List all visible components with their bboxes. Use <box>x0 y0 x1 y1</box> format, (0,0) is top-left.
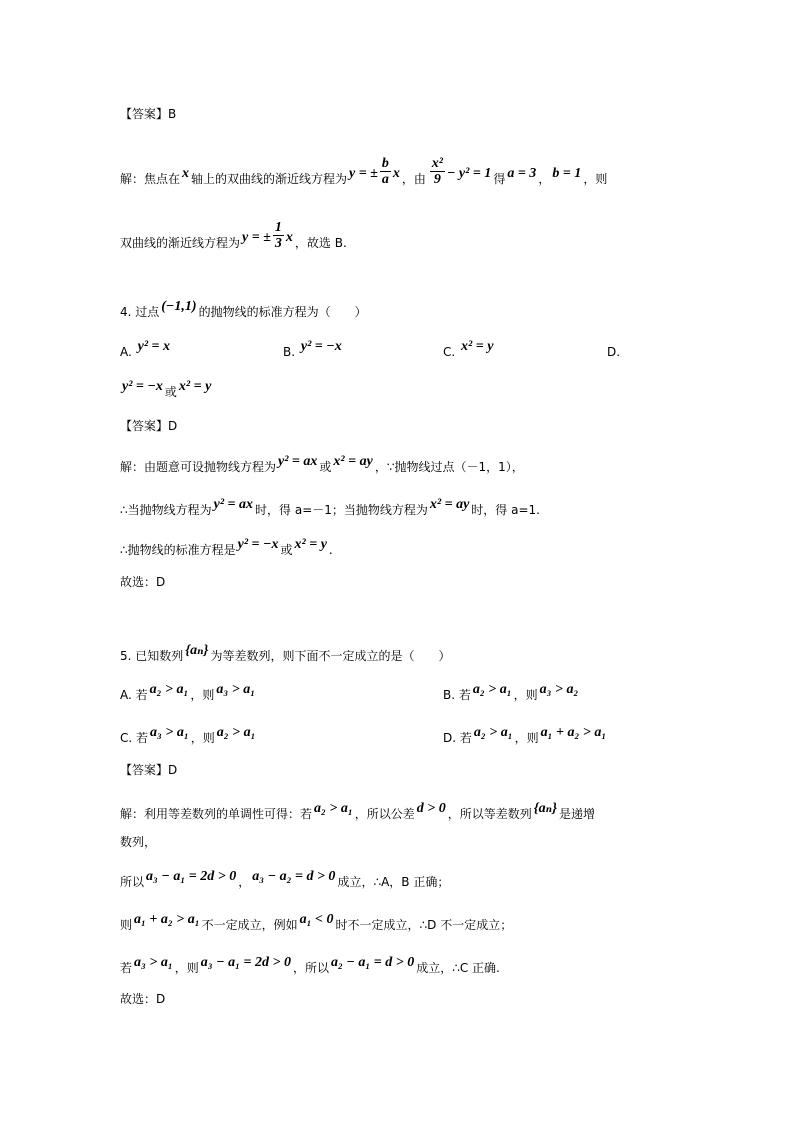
text-run: 所以 <box>120 875 145 889</box>
text-run: ，∵抛物线过点（－1，1）， <box>374 460 524 474</box>
math-expression: a = 3 <box>507 166 537 181</box>
text-run: 时不一定成立，∴D 不一定成立； <box>335 918 513 932</box>
option-item <box>443 682 580 706</box>
text-line <box>120 869 450 893</box>
text-run: 故选：D <box>120 992 166 1006</box>
text-run: A. 若 <box>120 688 148 702</box>
math-expression: x² = ay <box>333 454 373 469</box>
text-line <box>120 299 367 323</box>
text-run: 解：由题意可设抛物线方程为 <box>120 460 277 474</box>
text-run: 或 <box>319 460 332 474</box>
math-expression: a₂ > a₁ <box>473 725 513 740</box>
text-run: ，故选 B. <box>294 236 347 250</box>
text-run: ，所以公差 <box>354 807 415 821</box>
option-item <box>443 725 608 749</box>
text-line <box>120 989 165 1009</box>
math-expression: a₂ − a₁ = d > 0 <box>331 955 415 970</box>
text-run: 的抛物线的标准方程为（ ） <box>198 305 367 319</box>
text-line <box>120 537 333 561</box>
math-expression: a₂ > a₁ <box>149 682 189 697</box>
text-line <box>120 801 595 825</box>
text-run: ，所以等差数列 <box>447 807 532 821</box>
text-line <box>120 572 165 592</box>
math-expression: y² = ax <box>213 497 254 512</box>
text-run: 【答案】D <box>120 763 178 777</box>
text-run: 数列， <box>120 835 157 849</box>
text-run: B. 若 <box>443 688 471 702</box>
text-run: 成立，∴A，B 正确； <box>337 875 450 889</box>
text-run: . <box>328 543 333 557</box>
text-run: B. <box>283 345 299 359</box>
text-run: D. 若 <box>443 731 472 745</box>
fraction-denominator: 9 <box>433 172 441 187</box>
text-run: ，所以 <box>292 961 329 975</box>
math-expression: a₃ − a₁ = 2d > 0 <box>200 955 291 970</box>
math-expression: x² = y <box>461 339 494 354</box>
text-run: A. <box>120 345 136 359</box>
fraction-numerator: 1 <box>274 220 282 235</box>
text-line <box>120 497 540 521</box>
text-line <box>120 643 451 667</box>
math-expression: a₃ − a₁ = 2d > 0 <box>146 869 237 884</box>
math-expression: a₁ + a₂ > a₁ <box>540 725 607 740</box>
text-run: 轴上的双曲线的渐近线方程为 <box>191 172 348 186</box>
math-expression: − y² = 1 <box>446 166 492 181</box>
math-expression: x <box>182 166 190 181</box>
text-run: 4. 过点 <box>120 305 160 319</box>
text-line <box>120 104 176 124</box>
option-item <box>120 725 258 749</box>
math-expression: d > 0 <box>416 801 446 816</box>
option-item <box>120 682 257 706</box>
text-run: 时，得 a=1. <box>471 503 540 517</box>
math-expression: x² = y <box>294 537 327 552</box>
math-expression: b = 1 <box>552 166 582 181</box>
text-run: 则 <box>120 918 133 932</box>
math-expression: a₃ > a₁ <box>150 725 189 740</box>
text-run: 解：焦点在 <box>120 172 181 186</box>
text-run: ∴当抛物线方程为 <box>120 503 212 517</box>
math-fraction <box>380 156 391 187</box>
text-line <box>120 379 213 403</box>
text-run: 若 <box>120 961 133 975</box>
math-expression: a₂ > a₁ <box>314 801 353 816</box>
text-run: 【答案】B <box>120 107 177 121</box>
fraction-numerator: b <box>381 156 389 171</box>
text-run: ，则 <box>174 961 199 975</box>
fraction-denominator: a <box>381 172 389 187</box>
text-run: ，则 <box>190 731 215 745</box>
text-run: C. 若 <box>120 731 149 745</box>
text-line <box>120 955 500 979</box>
math-expression: a₂ > a₁ <box>216 725 256 740</box>
text-line <box>120 912 513 936</box>
text-run: 5. 已知数列 <box>120 649 184 663</box>
math-expression: y² = x <box>137 339 171 354</box>
text-run: ，则 <box>514 731 539 745</box>
option-item <box>283 339 344 363</box>
text-run: 解：利用等差数列的单调性可得：若 <box>120 807 313 821</box>
option-item <box>607 342 620 362</box>
math-expression: a₁ + a₂ > a₁ <box>134 912 200 927</box>
math-expression: y² = −x <box>122 379 163 394</box>
math-fraction <box>430 156 445 187</box>
math-expression: a₂ > a₁ <box>472 682 512 697</box>
text-run: 【答案】D <box>120 419 178 433</box>
text-run: 不一定成立，例如 <box>201 918 298 932</box>
text-run: ， <box>538 172 551 186</box>
option-item <box>443 339 495 363</box>
text-run: ，由 <box>401 172 430 186</box>
math-expression: {aₙ} <box>533 801 557 816</box>
math-expression: a₁ < 0 <box>299 912 334 927</box>
math-expression: x² = ay <box>429 497 470 512</box>
text-run: 为等差数列，则下面不一定成立的是（ ） <box>210 649 451 663</box>
math-expression: {aₙ} <box>185 643 209 658</box>
text-line <box>120 156 608 195</box>
text-line <box>120 832 156 852</box>
math-fraction <box>273 220 284 251</box>
math-expression: x <box>285 230 293 245</box>
math-expression: x² = y <box>178 379 212 394</box>
math-expression: a₃ − a₂ = d > 0 <box>252 869 336 884</box>
text-run: ，则 <box>513 688 538 702</box>
text-run: ∴抛物线的标准方程是 <box>120 543 236 557</box>
text-run: 或 <box>164 385 177 399</box>
math-expression: a₃ > a₁ <box>134 955 173 970</box>
text-line <box>120 454 524 478</box>
fraction-numerator: x² <box>431 156 443 171</box>
text-run: ，则 <box>190 688 215 702</box>
option-item <box>120 339 172 363</box>
text-line <box>120 416 177 436</box>
math-expression: y = ± <box>349 166 378 181</box>
text-run: D. <box>607 345 621 359</box>
math-expression: y = ± <box>242 230 271 245</box>
math-expression: a₃ > a₁ <box>216 682 256 697</box>
text-run: 是递增 <box>558 807 595 821</box>
text-run: C. <box>443 345 460 359</box>
text-run: 成立，∴C 正确. <box>416 961 500 975</box>
math-expression: (−1,1) <box>161 299 197 314</box>
text-line <box>120 760 177 780</box>
text-line <box>120 220 347 259</box>
math-expression: y² = −x <box>300 339 342 354</box>
text-run: 得 <box>493 172 506 186</box>
text-run: 双曲线的渐近线方程为 <box>120 236 241 250</box>
math-expression: y² = ax <box>278 454 318 469</box>
math-expression: y² = −x <box>237 537 279 552</box>
math-expression: x <box>392 166 400 181</box>
text-run: 时，得 a=－1；当抛物线方程为 <box>255 503 428 517</box>
text-run: 或 <box>280 543 293 557</box>
math-expression: a₃ > a₂ <box>539 682 579 697</box>
text-run: ， <box>238 875 251 889</box>
fraction-denominator: 3 <box>274 236 282 251</box>
text-run: 故选：D <box>120 575 166 589</box>
text-run: ，则 <box>583 172 608 186</box>
